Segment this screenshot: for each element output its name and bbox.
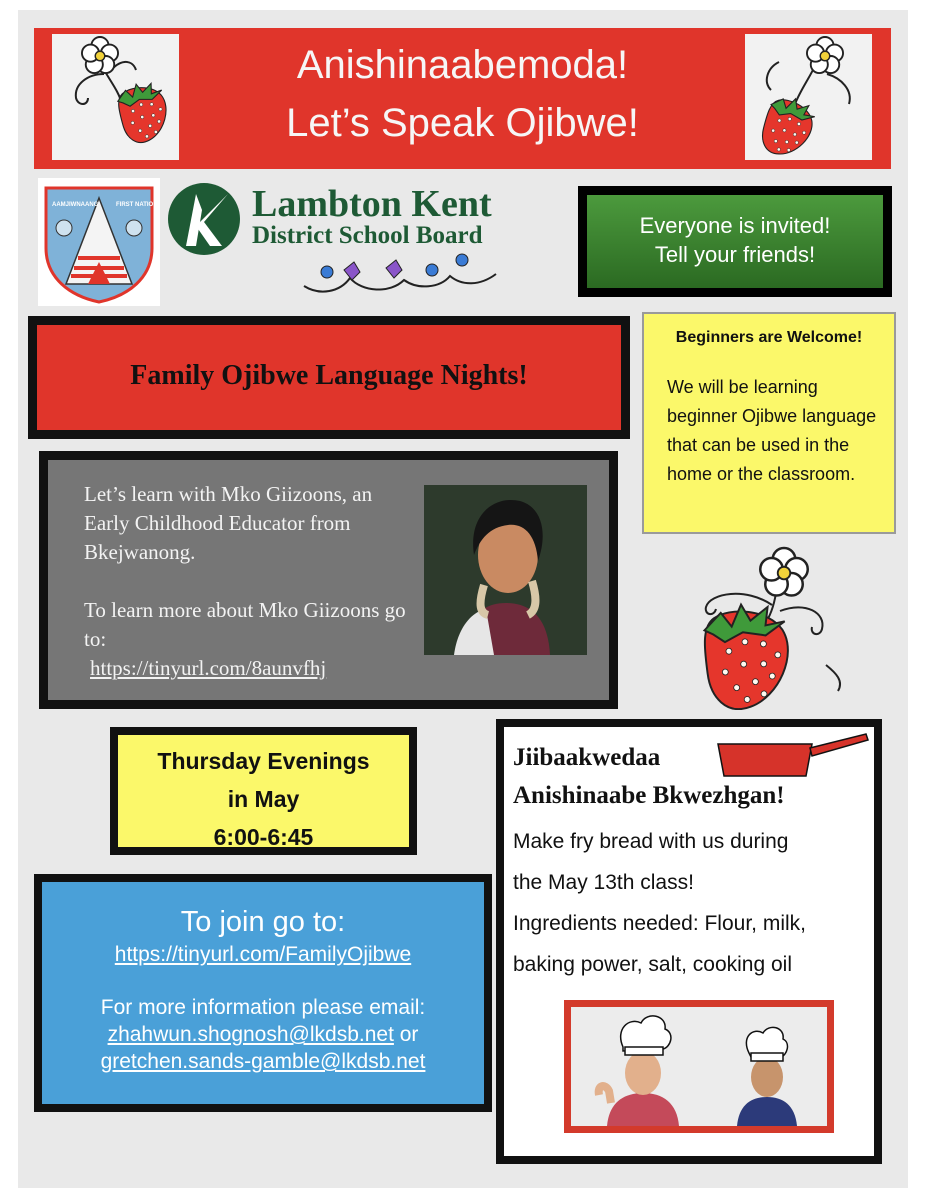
first-nation-badge-icon bbox=[38, 178, 160, 306]
board-name: Lambton Kent bbox=[252, 183, 492, 225]
contact-info: For more information please email: bbox=[100, 996, 426, 1019]
schedule-box bbox=[110, 727, 417, 855]
banner-strawberry-left bbox=[52, 34, 179, 160]
banner-strawberry-right bbox=[745, 34, 872, 160]
join-box bbox=[34, 874, 492, 1112]
schedule-day: Thursday Evenings bbox=[157, 748, 370, 774]
invite-line-1: Everyone is invited! bbox=[639, 213, 831, 238]
event-title: Family Ojibwe Language Nights! bbox=[130, 360, 528, 391]
invite-line-2: Tell your friends! bbox=[654, 242, 816, 267]
floral-beadwork-icon bbox=[300, 252, 510, 297]
fry-line-3: Ingredients needed: Flour, milk, bbox=[513, 912, 806, 935]
frying-pan-icon bbox=[712, 730, 872, 780]
beginners-heading: Beginners are Welcome! bbox=[675, 329, 863, 346]
instructor-link[interactable]: https://tinyurl.com/8aunvfhj bbox=[90, 656, 327, 680]
badge-text-right: FIRST NATION bbox=[116, 202, 158, 208]
schedule-time: 6:00-6:45 bbox=[213, 824, 314, 850]
chefs-photo bbox=[564, 1000, 834, 1133]
strawberry-flower-icon bbox=[52, 34, 179, 160]
schedule-month: in May bbox=[227, 786, 300, 812]
banner-line-1: Anishinaabemoda! bbox=[296, 43, 629, 87]
fry-line-2: the May 13th class! bbox=[513, 871, 694, 894]
event-title-box bbox=[28, 316, 630, 439]
fry-line-1: Make fry bread with us during bbox=[513, 830, 789, 853]
lkdsb-logo-icon bbox=[166, 180, 242, 258]
join-link[interactable]: https://tinyurl.com/FamilyOjibwe bbox=[114, 943, 412, 966]
aamjiwnaang-logo bbox=[38, 178, 160, 306]
instructor-intro: Let’s learn with Mko Giizoons, an Early Childhood Educator from Bkejwanong. bbox=[84, 482, 373, 564]
banner-line-2: Let’s Speak Ojibwe! bbox=[286, 101, 639, 145]
board-subtitle: District School Board bbox=[252, 222, 483, 249]
instructor-photo bbox=[424, 485, 587, 655]
banner-title bbox=[180, 36, 745, 152]
beginners-body: We will be learning beginner Ojibwe language that can be used in the home or the classroom. bbox=[667, 377, 877, 484]
badge-text-left: AAMJIWNAANG bbox=[52, 202, 99, 208]
contact-email-1[interactable]: zhahwun.shognosh@lkdsb.net bbox=[107, 1023, 394, 1046]
fry-title-1: Jiibaakwedaa bbox=[513, 744, 661, 771]
join-heading: To join go to: bbox=[180, 906, 346, 938]
beginners-box bbox=[642, 312, 896, 534]
portrait-icon bbox=[424, 485, 587, 655]
contact-email-2[interactable]: gretchen.sands-gamble@lkdsb.net bbox=[100, 1050, 426, 1073]
fry-line-4: baking power, salt, cooking oil bbox=[513, 953, 792, 976]
strawberry-flower-icon bbox=[745, 34, 872, 160]
contact-or: or bbox=[399, 1023, 419, 1046]
chefs-illustration-icon bbox=[571, 1007, 827, 1126]
instructor-more: To learn more about Mko Giizoons go to: bbox=[84, 598, 406, 651]
fry-title-2: Anishinaabe Bkwezhgan! bbox=[513, 782, 785, 809]
strawberry-illustration-icon bbox=[676, 545, 871, 710]
invite-box bbox=[578, 186, 892, 297]
